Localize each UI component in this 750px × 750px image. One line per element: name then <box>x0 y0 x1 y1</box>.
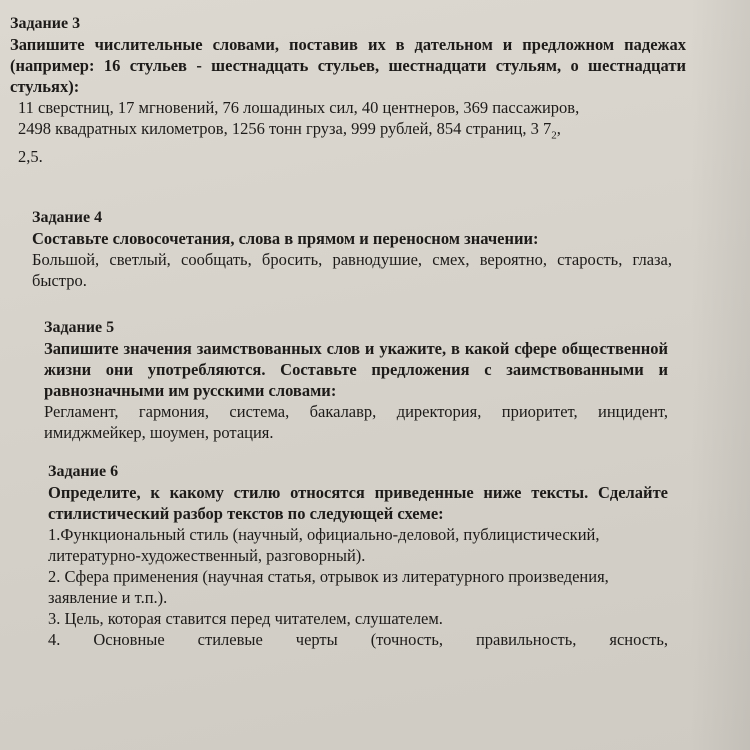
page-shadow <box>690 0 750 750</box>
task-6-item-4-word: стилевые <box>197 630 263 649</box>
task-5 <box>44 318 668 443</box>
task-6-item-4-word: Основные <box>93 630 165 649</box>
task-6 <box>48 462 668 650</box>
task-4-words: Большой, светлый, сообщать, бросить, равнодушие, смех, вероятно, старость, глаза, быстро. <box>32 250 672 290</box>
task-4 <box>32 208 672 291</box>
task-6-item-4-word: ясность, <box>609 630 668 649</box>
task-5-instruction: Запишите значения заимствованных слов и укажите, в какой сфере общественной жизни они употребляются. Составьте предложения с заимствованными и равнозначными им русскими словами: <box>44 339 668 400</box>
task-6-item-3: 3. Цель, которая ставится перед читателем, слушателем. <box>48 609 443 628</box>
task-6-item-4-word: правильность, <box>475 630 577 649</box>
task-4-title: Задание 4 <box>32 209 103 226</box>
task-3-comma: , <box>556 119 561 138</box>
task-6-item-4-word: (точность, <box>370 630 443 649</box>
task-3-instruction: Запишите числительные словами, поставив их в дательном и предложном падежах (например: 16 стульев - шестнадцать стульев, шестнадцати стульям, о шестнадцати стульях): <box>10 35 686 96</box>
task-3-numbers-line-2 <box>18 118 686 146</box>
task-6-instruction: Определите, к какому стилю относятся приведенные ниже тексты. Сделайте стилистический разбор текстов по следующей схеме: <box>48 483 668 523</box>
task-6-item-2: 2. Сфера применения (научная статья, отрывок из литературного произведения, заявление и т.п.). <box>48 567 609 607</box>
task-5-title: Задание 5 <box>44 319 115 336</box>
task-5-words: Регламент, гармония, система, бакалавр, директория, приоритет, инцидент, имиджмейкер, шоумен, ротация. <box>44 402 668 442</box>
task-6-item-4-word: черты <box>295 630 338 649</box>
task-6-title: Задание 6 <box>48 463 119 480</box>
task-3-numbers-line-1: 11 сверстниц, 17 мгновений, 76 лошадиных сил, 40 центнеров, 369 пассажиров, <box>18 98 580 117</box>
task-6-item-1: 1.Функциональный стиль (научный, официально-деловой, публицистический, литературно-художественный, разговорный). <box>48 525 600 565</box>
task-6-item-4-word: 4. <box>48 630 61 649</box>
task-3-numbers-line-2-text: 2498 квадратных километров, 1256 тонн груза, 999 рублей, 854 страниц, 3 7 <box>18 119 552 138</box>
task-4-instruction: Составьте словосочетания, слова в прямом и переносном значении: <box>32 229 539 248</box>
task-6-item-4 <box>48 629 668 650</box>
task-3 <box>10 14 686 167</box>
task-3-title: Задание 3 <box>10 15 81 32</box>
task-3-subscript: 2 <box>551 129 557 142</box>
task-3-numbers-line-3: 2,5. <box>18 147 43 167</box>
